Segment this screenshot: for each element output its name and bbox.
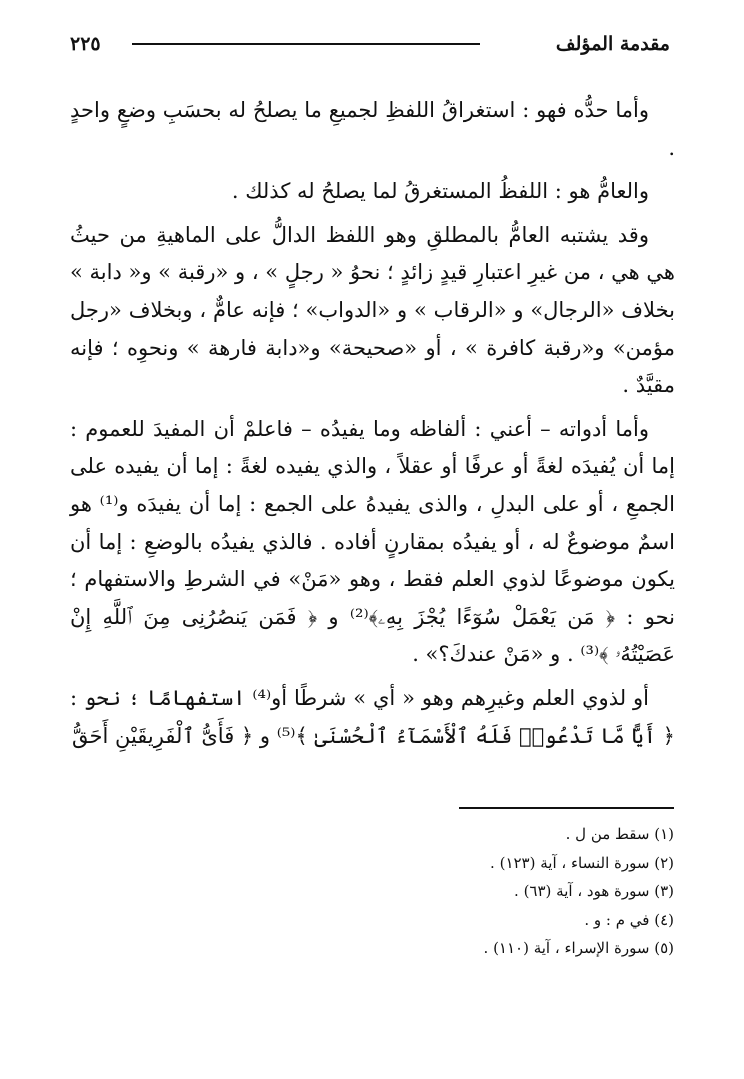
footnote-3: (٣) سورة هود ، آية (٦٣) . — [514, 882, 674, 900]
footnotes — [254, 820, 674, 963]
main-text — [70, 92, 675, 761]
page-header — [70, 28, 670, 60]
page-number: ٢٢٥ — [70, 33, 101, 55]
footnote-2: (٢) سورة النساء ، آية (١٢٣) . — [490, 853, 674, 872]
header-rule — [132, 43, 480, 45]
footnote-1: (١) سقط من ل . — [565, 825, 674, 843]
footnote-5: (٥) سورة الإسراء ، آية (١١٠) . — [483, 939, 674, 957]
paragraph-general-term: والعامُّ هو : اللفظُ المستغرقُ لما يصلحُ له كذلك . — [231, 179, 649, 204]
paragraph-ayy: أو لذوي العلم وغيرِهم وهو « أي » شرطًا أو⁽⁴⁾ استفهامًا ؛ نحو : ﴿ أَيًّا مَّا تَدْعُوا۟ فَلَهُ ٱلْأَسْمَآءُ ٱلْحُسْنَىٰ ﴾⁽⁵⁾ و ﴿ فَأَىُّ ٱلْفَرِيقَيْنِ أَحَقُّ — [70, 685, 675, 748]
footnote-rule — [459, 807, 674, 809]
paragraph-definition: وأما حدُّه فهو : استغراقُ اللفظِ لجميعِ ما يصلحُ له بحسَبِ وضعٍ واحدٍ . — [70, 98, 675, 160]
footnote-4: (٤) في م : و . — [584, 910, 674, 929]
running-title: مقدمة المؤلف — [555, 33, 670, 55]
paragraph-tools: وأما أدواته – أعني : ألفاظه وما يفيدُه – فاعلمْ أن المفيدَ للعموم : إما أن يُفيدَه لغةً أو عرفًا أو عقلاً ، والذي يفيده لغةً : إما أن يفيده على الجمعِ ، أو على البدلِ ، والذى يفيدهُ على الجمع : إما أن يفيدَه و⁽¹⁾ هو اسمٌ موضوعٌ له ، أو يفيدُه بمقارنٍ أفاده . فالذي يفيدُه بالوضعِ : إما أن يكون موضوعًا لذوي العلم فقط ، وهو «مَنْ» في الشرطِ والاستفهام ؛ نحو : ﴿ مَن يَعْمَلْ سُوٓءًا يُجْزَ بِهِۦ﴾⁽²⁾ و ﴿ فَمَن يَنصُرُنِى مِنَ ٱللَّهِ إِنْ عَصَيْتُهُۥ ﴾⁽³⁾ . و «مَنْ عندكَ؟» . — [70, 416, 676, 667]
paragraph-absolute-vs-general: وقد يشتبه العامُّ بالمطلقِ وهو اللفظ الدالُّ على الماهيةِ من حيثُ هي هي ، من غيرِ اعتبارِ قيدٍ زائدٍ ؛ نحوُ « رجلٍ » ، و «رقبة » و« دابة » بخلاف «الرجال» و «الرقاب » و «الدواب» ؛ فإنه عامٌّ ، وبخلاف «رجل مؤمن» و«رقبة كافرة » ، أو «صحيحة» و«دابة فارهة » ونحوِه ؛ فإنه مقيَّدٌ . — [70, 222, 675, 398]
